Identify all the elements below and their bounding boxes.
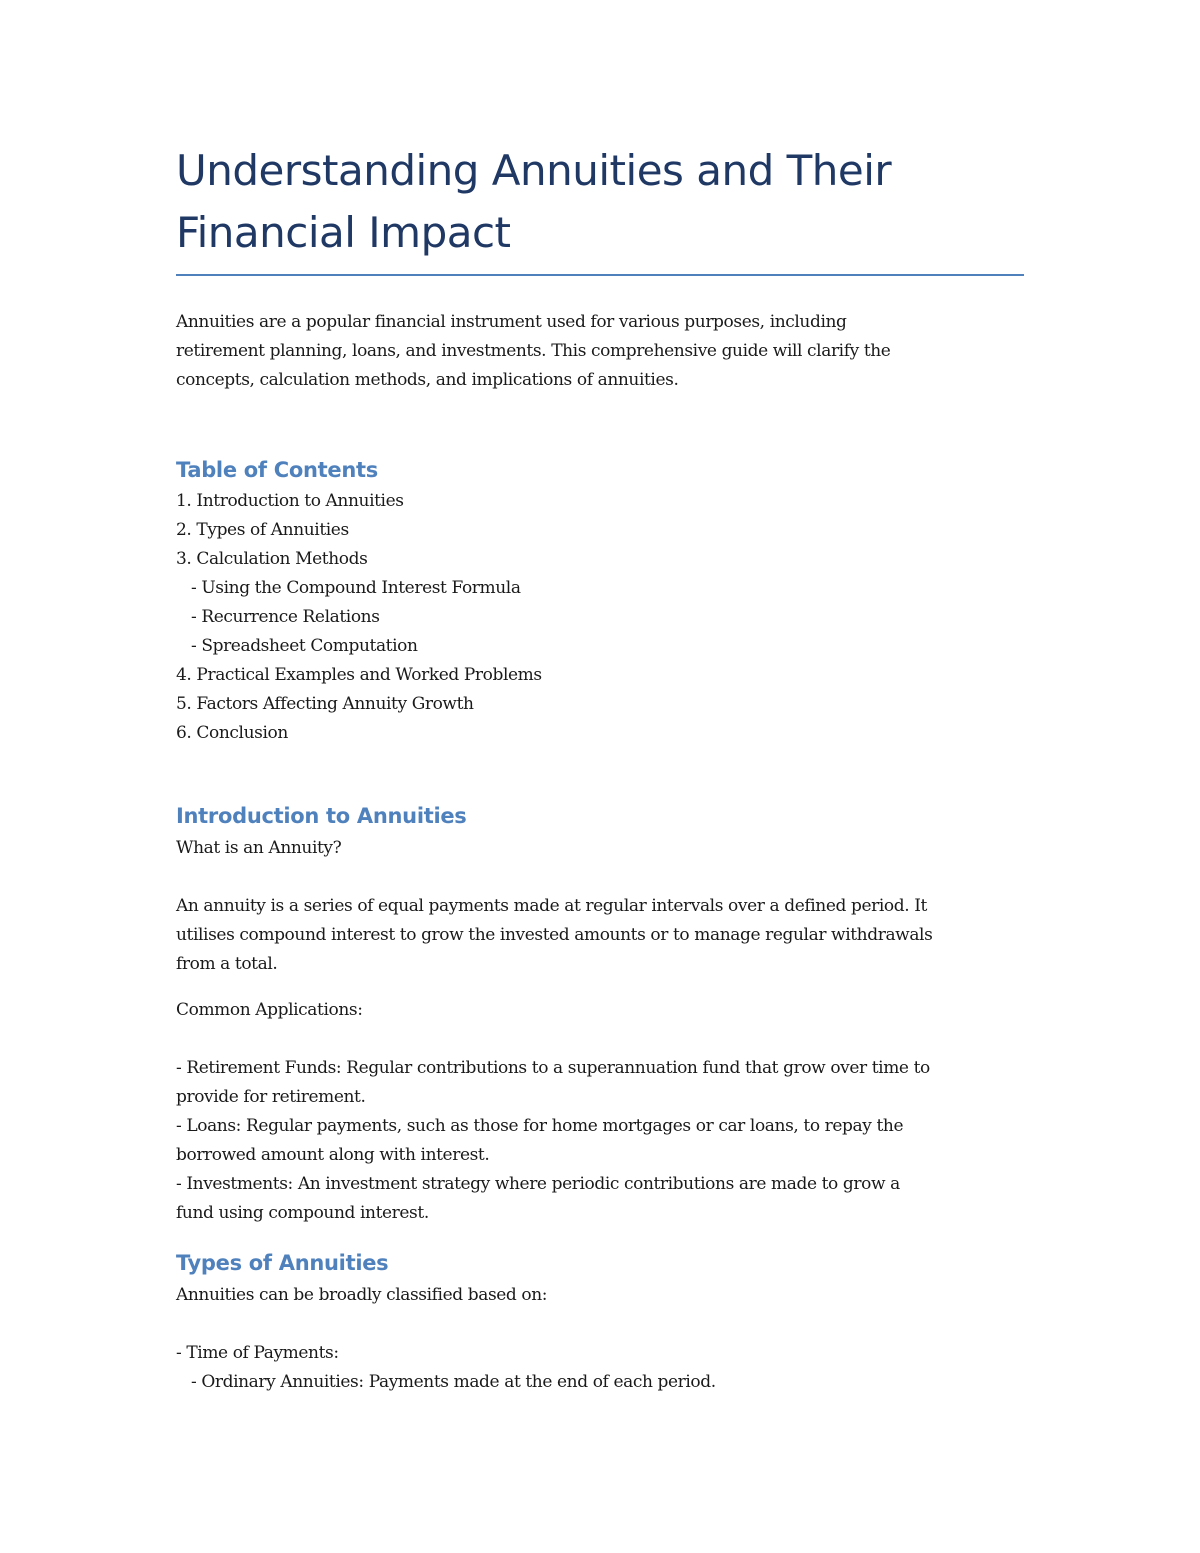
document-page bbox=[176, 140, 1024, 1397]
application-line: - Investments: An investment strategy where periodic contributions are made to grow a bbox=[176, 1174, 900, 1194]
definition-line: from a total. bbox=[176, 954, 278, 974]
definition-line: An annuity is a series of equal payments made at regular intervals over a defined period. It bbox=[176, 896, 927, 916]
section-heading-types: Types of Annuities bbox=[176, 1251, 389, 1275]
application-line: - Retirement Funds: Regular contributions to a superannuation fund that grow over time to bbox=[176, 1058, 930, 1078]
toc-item: 6. Conclusion bbox=[176, 723, 288, 743]
definition-line: utilises compound interest to grow the invested amounts or to manage regular withdrawals bbox=[176, 925, 933, 945]
types-item: - Time of Payments: bbox=[176, 1343, 339, 1363]
toc-item: 3. Calculation Methods bbox=[176, 549, 368, 569]
types-subitem: - Ordinary Annuities: Payments made at the end of each period. bbox=[186, 1372, 716, 1392]
annuity-definition bbox=[176, 892, 1024, 979]
application-line: provide for retirement. bbox=[176, 1087, 366, 1107]
intro-paragraph bbox=[176, 308, 1024, 395]
application-line: borrowed amount along with interest. bbox=[176, 1145, 490, 1165]
applications-label: Common Applications: bbox=[176, 1000, 363, 1020]
section-heading-introduction: Introduction to Annuities bbox=[176, 804, 467, 828]
types-lead: Annuities can be broadly classified based on: bbox=[176, 1285, 548, 1305]
application-line: fund using compound interest. bbox=[176, 1203, 429, 1223]
toc-item: 1. Introduction to Annuities bbox=[176, 491, 404, 511]
document-title: Understanding Annuities and Their Financial Impact bbox=[176, 146, 892, 257]
intro-line: retirement planning, loans, and investments. This comprehensive guide will clarify the bbox=[176, 341, 891, 361]
types-list bbox=[176, 1339, 1024, 1397]
toc-subitem: - Using the Compound Interest Formula bbox=[186, 578, 521, 598]
application-line: - Loans: Regular payments, such as those for home mortgages or car loans, to repay the bbox=[176, 1116, 904, 1136]
title-divider bbox=[176, 274, 1024, 276]
annuity-question: What is an Annuity? bbox=[176, 838, 342, 858]
toc-subitem: - Recurrence Relations bbox=[186, 607, 380, 627]
toc-list bbox=[176, 487, 1024, 748]
toc-heading: Table of Contents bbox=[176, 458, 378, 482]
intro-line: Annuities are a popular financial instrument used for various purposes, including bbox=[176, 312, 847, 332]
toc-item: 4. Practical Examples and Worked Problems bbox=[176, 665, 542, 685]
toc-item: 5. Factors Affecting Annuity Growth bbox=[176, 694, 474, 714]
toc-item: 2. Types of Annuities bbox=[176, 520, 349, 540]
intro-line: concepts, calculation methods, and implications of annuities. bbox=[176, 370, 679, 390]
toc-subitem: - Spreadsheet Computation bbox=[186, 636, 418, 656]
applications-list bbox=[176, 1054, 1024, 1228]
